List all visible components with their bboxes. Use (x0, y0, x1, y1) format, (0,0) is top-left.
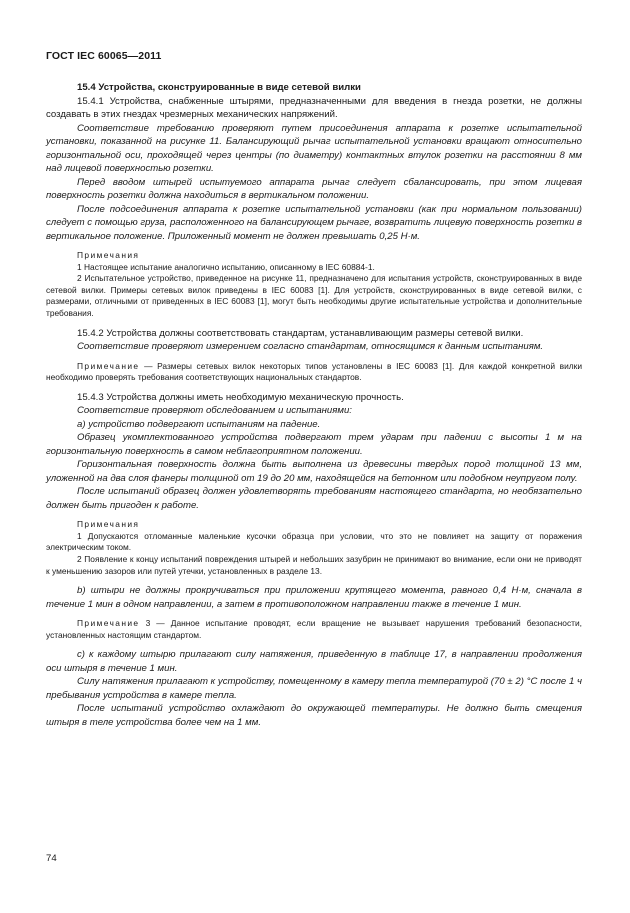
test-paragraph: Соответствие проверяют обследованием и испытаниями: (77, 405, 352, 417)
note-paragraph (46, 618, 582, 641)
clause-15-4-1: 15.4.1 Устройства, снабженные штырями, предназначенными для введения в гнезда розетки, не должны создавать в этих гнездах чрезмерных механических напряжений. (46, 95, 582, 120)
note-label: Примечание (77, 360, 140, 371)
test-paragraph: Соответствие требованию проверяют путем присоединения аппарата к розетке испытательной установки, показанной на рисунке 11. Балансирующий рычаг испытательной установки вращают относительно горизонтальной оси, проходящей через центры (по диаметру) контактных втулок розетки на расстоянии 8 мм над лицевой поверхностью розетки. (46, 122, 582, 174)
notes-heading: Примечания (77, 519, 140, 530)
note-item: 2 Испытательное устройство, приведенное на рисунке 11, предназначено для испытания устройств, сконструированных в виде сетевой вилки. Примеры сетевых вилок приведены в IEC 60083 [1]. Для устройств, сконструированных в виде сетевой вилки, с размерами, отличными от приведенных в IEC 60083 [1], могут быть необходимы другие испытательные устройства и дополнительные требования. (46, 273, 582, 318)
note-paragraph (46, 361, 582, 384)
note-label: Примечание (77, 618, 140, 629)
test-paragraph: После подсоединения аппарата к розетке испытательной установки (как при нормальном пользовании) следует с помощью груза, расположенного на балансирующем рычаге, возвратить лицевую поверхность розетки в вертикальное положение. Приложенный момент не должен превышать 0,25 Н·м. (46, 203, 583, 242)
test-paragraph: Горизонтальная поверхность должна быть выполнена из древесины твердых пород толщиной 13 мм, уложенной на два слоя фанеры толщиной от 19 до 20 мм, находящейся на бетонном или подобном неупругом полу. (46, 459, 582, 484)
note-item: 1 Допускаются отломанные маленькие кусочки образца при условии, что это не повлияет на защиту от поражения электрическим током. (46, 530, 582, 553)
note-item: 1 Настоящее испытание аналогично испытанию, описанному в IEC 60884-1. (77, 261, 375, 272)
list-item-b: b) штыри не должны прокручиваться при приложении крутящего момента, равного 0,4 Н·м, сначала в течение 1 мин в одном направлении, а затем в противоположном направлении также в течение 1 мин. (46, 585, 582, 610)
page-content (46, 81, 582, 729)
note-text: — Размеры сетевых вилок некоторых типов установлены в IEC 60083 [1]. Для каждой конкретной вилки необходимо проверять требования соответствующих национальных стандартов. (46, 360, 582, 383)
clause-15-4-3: 15.4.3 Устройства должны иметь необходимую механическую прочность. (77, 391, 404, 403)
test-paragraph: Силу натяжения прилагают к устройству, помещенному в камеру тепла температурой (70 ± 2) °С после 1 ч пребывания устройства в камере тепла. (46, 676, 582, 701)
note-item: 2 Появление к концу испытаний повреждения штырей и небольших зазубрин не принимают во внимание, если они не приводят к уменьшению зазоров или путей утечки, установленных в разделе 13. (46, 554, 582, 576)
clause-15-4-2: 15.4.2 Устройства должны соответствовать стандартам, устанавливающим размеры сетевой вилки. (77, 327, 524, 339)
list-item-c: c) к каждому штырю прилагают силу натяжения, приведенную в таблице 17, в направлении продолжения оси штыря в течение 1 мин. (46, 649, 582, 674)
test-paragraph: После испытаний образец должен удовлетворять требованиям настоящего стандарта, но необязательно должен быть пригоден к работе. (46, 486, 582, 511)
document-header: ГОСТ IEC 60065—2011 (46, 50, 162, 62)
list-item-a: а) устройство подвергают испытаниям на падение. (77, 418, 321, 430)
test-paragraph: После испытаний устройство охлаждают до окружающей температуры. Не должно быть смещения штыря в теле устройства более чем на 1 мм. (46, 703, 582, 728)
test-paragraph: Перед вводом штырей испытуемого аппарата рычаг следует сбалансировать, при этом лицевая поверхность розетки должна находиться в вертикальном положении. (46, 176, 582, 201)
test-paragraph: Соответствие проверяют измерением согласно стандартам, относящимся к данным испытаниям. (77, 341, 544, 353)
section-heading: 15.4 Устройства, сконструированные в виде сетевой вилки (77, 82, 361, 93)
notes-heading: Примечания (77, 250, 140, 260)
page-number: 74 (46, 853, 57, 864)
note-text: 3 — Данное испытание проводят, если вращение не вызывает нарушения требований безопасности, установленных настоящим стандартом. (46, 618, 582, 640)
test-paragraph: Образец укомплектованного устройства подвергают трем ударам при падении с высоты 1 м на горизонтальную поверхность в самом неблагоприятном положении. (46, 432, 582, 457)
